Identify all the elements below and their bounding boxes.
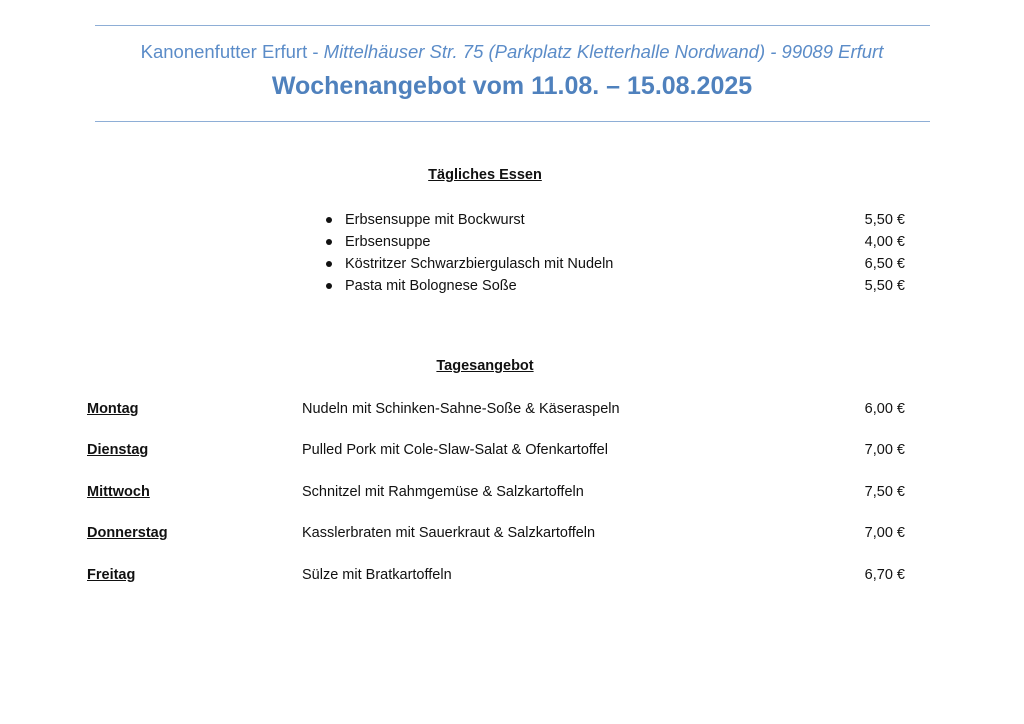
day-row-tuesday bbox=[87, 439, 905, 461]
header-top-rule bbox=[95, 25, 930, 26]
dish-price: 6,50 € bbox=[864, 256, 905, 272]
page-title: Wochenangebot vom 11.08. – 15.08.2025 bbox=[271, 72, 753, 100]
bullet-icon bbox=[326, 217, 332, 223]
dish-name: Erbsensuppe mit Bockwurst bbox=[345, 212, 525, 228]
day-row-thursday bbox=[87, 522, 905, 544]
dish-price: 4,00 € bbox=[864, 234, 905, 250]
header-bottom-rule bbox=[95, 121, 930, 122]
day-label: Donnerstag bbox=[87, 525, 168, 541]
day-price: 7,50 € bbox=[864, 484, 905, 500]
day-dish: Sülze mit Bratkartoffeln bbox=[302, 567, 452, 583]
day-label: Freitag bbox=[87, 567, 136, 583]
day-price: 6,00 € bbox=[864, 401, 905, 417]
list-item bbox=[320, 231, 905, 253]
dish-price: 5,50 € bbox=[864, 212, 905, 228]
bullet-icon bbox=[326, 283, 332, 289]
day-label: Dienstag bbox=[87, 442, 149, 458]
dish-name: Köstritzer Schwarzbiergulasch mit Nudeln bbox=[345, 256, 614, 272]
day-price: 6,70 € bbox=[864, 567, 905, 583]
daily-section-title: Tägliches Essen bbox=[428, 167, 542, 183]
day-row-wednesday bbox=[87, 481, 905, 503]
dish-name: Pasta mit Bolognese Soße bbox=[345, 278, 517, 294]
day-row-friday bbox=[87, 564, 905, 586]
company-name: Kanonenfutter Erfurt - bbox=[140, 41, 324, 62]
day-label: Mittwoch bbox=[87, 484, 150, 500]
list-item bbox=[320, 209, 905, 231]
day-dish: Schnitzel mit Rahmgemüse & Salzkartoffeln bbox=[302, 484, 584, 500]
dish-name: Erbsensuppe bbox=[345, 234, 431, 250]
header-address-line bbox=[0, 41, 1024, 63]
list-item bbox=[320, 253, 905, 275]
day-dish: Pulled Pork mit Cole-Slaw-Salat & Ofenkartoffel bbox=[302, 442, 608, 458]
day-price: 7,00 € bbox=[864, 442, 905, 458]
day-price: 7,00 € bbox=[864, 525, 905, 541]
day-label: Montag bbox=[87, 401, 139, 417]
bullet-icon bbox=[326, 261, 332, 267]
list-item bbox=[320, 275, 905, 297]
day-dish: Kasslerbraten mit Sauerkraut & Salzkartoffeln bbox=[302, 525, 596, 541]
day-row-monday bbox=[87, 398, 905, 420]
daily-menu-list bbox=[320, 209, 905, 297]
dish-price: 5,50 € bbox=[864, 278, 905, 294]
bullet-icon bbox=[326, 239, 332, 245]
day-dish: Nudeln mit Schinken-Sahne-Soße & Käseraspeln bbox=[302, 401, 620, 417]
special-section-title: Tagesangebot bbox=[436, 358, 534, 374]
company-address: Mittelhäuser Str. 75 (Parkplatz Kletterhalle Nordwand) - 99089 Erfurt bbox=[323, 41, 884, 62]
